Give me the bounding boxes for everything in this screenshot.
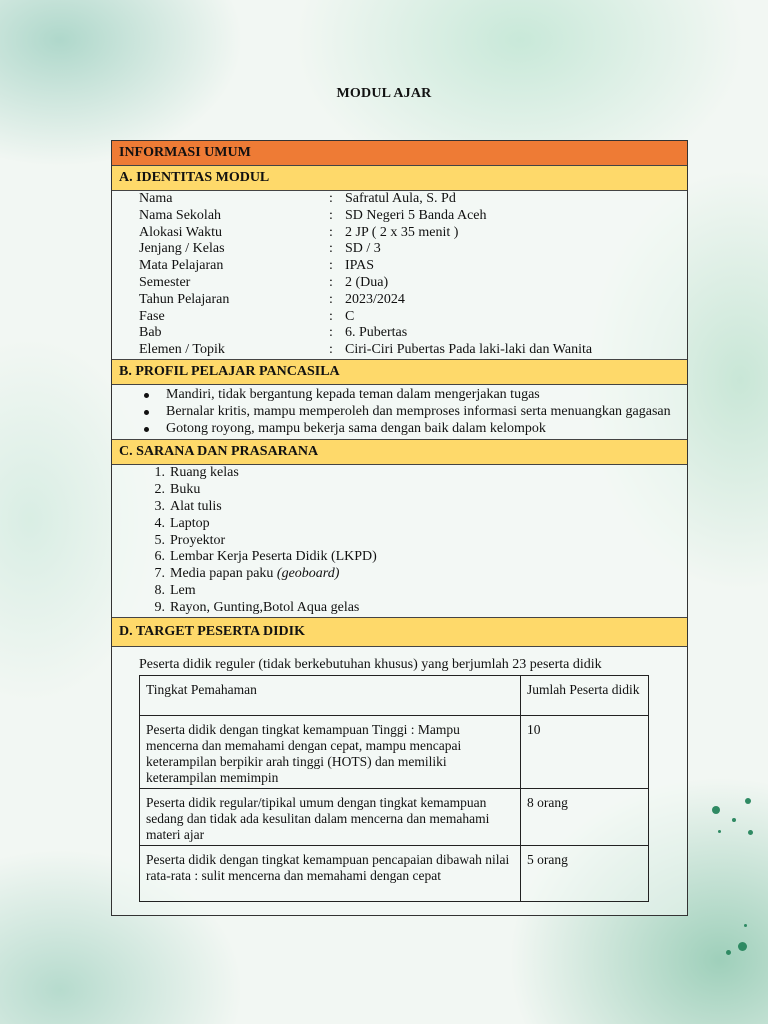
table-header-cell: Jumlah Peserta didik: [521, 676, 649, 716]
list-number: 9.: [154, 599, 165, 615]
list-item: [139, 583, 681, 600]
identitas-row: [139, 191, 681, 208]
list-text: [166, 566, 339, 583]
list-text: [166, 549, 377, 566]
sarana-list: [112, 465, 687, 617]
list-item: [139, 482, 681, 499]
list-text-main: Rayon, Gunting,Botol Aqua gelas: [170, 599, 360, 615]
identitas-list: [112, 191, 687, 360]
table-cell-desc: Peserta didik dengan tingkat kemampuan pencapaian dibawah nilai rata-rata : sulit mencerna dan memahami dengan cepat: [140, 846, 521, 902]
identitas-colon: :: [329, 207, 333, 223]
table-cell-count: 10: [521, 716, 649, 789]
list-item: [139, 465, 681, 482]
identitas-value: 2023/2024: [345, 291, 405, 307]
list-number: 2.: [154, 482, 165, 498]
list-text: [166, 516, 210, 533]
table-cell-desc: Peserta didik dengan tingkat kemampuan Tinggi : Mampu mencerna dan memahami dengan cepat, mampu mencapai keterampilan berpikir arah tinggi (HOTS) dan memiliki keterampilan memimpin: [140, 716, 521, 789]
list-text-main: Laptop: [170, 515, 210, 531]
list-item: [139, 516, 681, 533]
identitas-value: Ciri-Ciri Pubertas Pada laki-laki dan Wanita: [345, 342, 593, 358]
list-text: [166, 583, 196, 600]
list-item: [139, 499, 681, 516]
identitas-value: 2 JP ( 2 x 35 menit ): [345, 224, 459, 240]
list-text: [166, 482, 200, 499]
identitas-row: [139, 342, 681, 359]
identitas-label: Jenjang / Kelas: [139, 241, 225, 257]
document-title: MODUL AJAR: [336, 86, 432, 101]
section-a-header: A. IDENTITAS MODUL: [112, 166, 687, 191]
list-text-main: Buku: [170, 482, 201, 498]
table-row: [140, 846, 649, 902]
identitas-colon: :: [329, 325, 333, 341]
list-text-main: Lem: [170, 582, 196, 598]
table-header-cell: Tingkat Pemahaman: [140, 676, 521, 716]
list-number: 6.: [154, 549, 165, 565]
list-text-main: Ruang kelas: [170, 465, 239, 481]
list-number: 3.: [154, 498, 165, 514]
list-text-italic: (geoboard): [276, 566, 340, 582]
table-cell-count: 5 orang: [521, 846, 649, 902]
table-cell-count: 8 orang: [521, 789, 649, 846]
list-text-main: Media papan paku: [170, 566, 277, 582]
identitas-value: 2 (Dua): [345, 274, 389, 290]
section-c-header: C. SARANA DAN PRASARANA: [112, 440, 687, 465]
table-header-row: [140, 676, 649, 716]
identitas-colon: :: [329, 241, 333, 257]
identitas-label: Nama: [139, 191, 173, 206]
identitas-colon: :: [329, 224, 333, 240]
identitas-row: [139, 241, 681, 258]
list-text: [166, 600, 359, 617]
list-item: [139, 549, 681, 566]
list-text-main: Lembar Kerja Peserta Didik (LKPD): [170, 549, 377, 565]
identitas-value: 6. Pubertas: [345, 325, 408, 341]
identitas-label: Tahun Pelajaran: [139, 291, 230, 307]
identitas-row: [139, 292, 681, 309]
list-item: [139, 533, 681, 550]
informasi-umum-header: INFORMASI UMUM: [112, 141, 687, 166]
identitas-value: SD Negeri 5 Banda Aceh: [345, 207, 487, 223]
table-row: [140, 716, 649, 789]
identitas-row: [139, 325, 681, 342]
identitas-row: [139, 275, 681, 292]
table-cell-desc: Peserta didik regular/tipikal umum dengan tingkat kemampuan sedang dan tidak ada kesulitan dalam mencerna dan memahami materi ajar: [140, 789, 521, 846]
identitas-colon: :: [329, 291, 333, 307]
identitas-row: [139, 208, 681, 225]
target-table: [139, 675, 649, 902]
identitas-label: Nama Sekolah: [139, 207, 222, 223]
identitas-label: Bab: [139, 325, 162, 341]
list-number: 8.: [154, 582, 165, 598]
identitas-colon: :: [329, 258, 333, 274]
identitas-label: Mata Pelajaran: [139, 258, 224, 274]
list-text-main: Proyektor: [170, 532, 226, 548]
identitas-label: Alokasi Waktu: [139, 224, 222, 240]
list-item: Mandiri, tidak bergantung kepada teman dalam mengerjakan tugas: [139, 387, 681, 404]
identitas-row: [139, 258, 681, 275]
list-number: 4.: [154, 515, 165, 531]
identitas-row: [139, 225, 681, 242]
list-text: [166, 465, 239, 482]
section-b-header: B. PROFIL PELAJAR PANCASILA: [112, 360, 687, 385]
list-number: 5.: [154, 532, 165, 548]
identitas-value: SD / 3: [345, 241, 381, 257]
list-item: [139, 566, 681, 583]
identitas-colon: :: [329, 191, 333, 206]
table-row: [140, 789, 649, 846]
list-text-main: Alat tulis: [170, 498, 222, 514]
section-d-header: D. TARGET PESERTA DIDIK: [112, 618, 687, 647]
profil-list: [112, 385, 687, 440]
identitas-label: Elemen / Topik: [139, 342, 225, 358]
module-table: [111, 140, 688, 916]
list-number: 7.: [154, 566, 165, 582]
list-item: Gotong royong, mampu bekerja sama dengan baik dalam kelompok: [139, 421, 681, 438]
list-item: [139, 600, 681, 617]
list-text: [166, 533, 225, 550]
list-number: 1.: [154, 465, 165, 481]
identitas-colon: :: [329, 342, 333, 358]
identitas-label: Fase: [139, 308, 165, 324]
identitas-value: IPAS: [345, 258, 375, 274]
identitas-colon: :: [329, 274, 333, 290]
identitas-value: Safratul Aula, S. Pd: [345, 191, 456, 206]
identitas-label: Semester: [139, 274, 191, 290]
identitas-row: [139, 309, 681, 326]
target-intro: Peserta didik reguler (tidak berkebutuhan khusus) yang berjumlah 23 peserta didik: [139, 656, 602, 672]
identitas-colon: :: [329, 308, 333, 324]
identitas-value: C: [345, 308, 355, 324]
list-text: [166, 499, 222, 516]
list-item: Bernalar kritis, mampu memperoleh dan memproses informasi serta menuangkan gagasan: [139, 404, 681, 421]
target-section: [112, 647, 687, 916]
